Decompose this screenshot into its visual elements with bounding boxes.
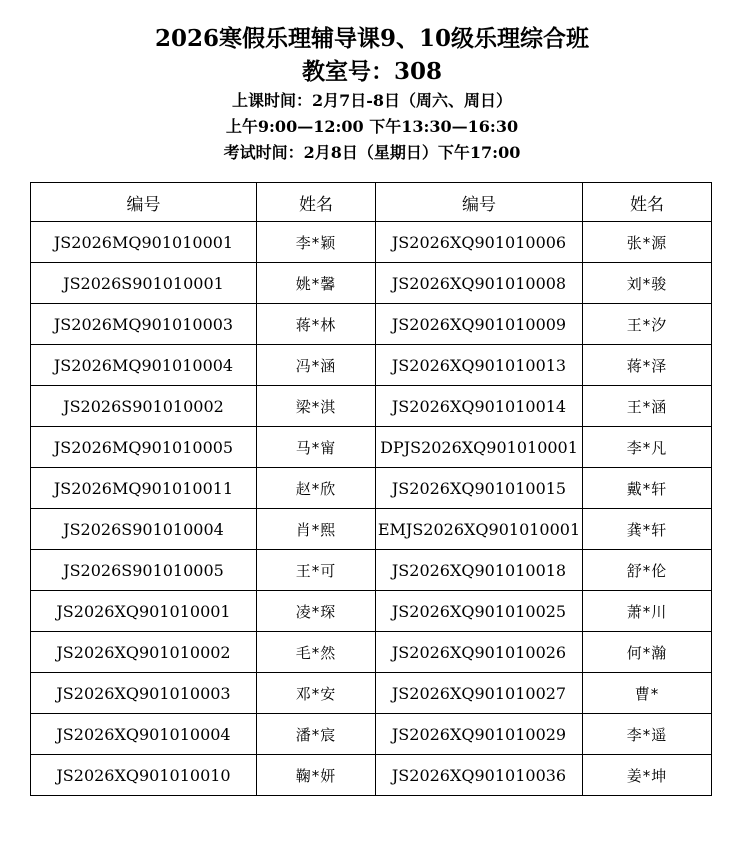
student-id-cell: JS2026XQ901010004	[31, 714, 257, 755]
table-row	[31, 591, 712, 632]
column-header-id-left: 编号	[31, 183, 257, 222]
student-id-cell: JS2026MQ901010005	[31, 427, 257, 468]
document-title: 2026寒假乐理辅导课9、10级乐理综合班	[154, 25, 590, 52]
student-id-cell: JS2026XQ901010015	[376, 468, 583, 509]
table-header-row	[31, 183, 712, 222]
student-id-cell: JS2026XQ901010014	[376, 386, 583, 427]
student-name-cell: 邓*安	[257, 673, 376, 714]
table-row	[31, 427, 712, 468]
student-id-cell: JS2026XQ901010013	[376, 345, 583, 386]
student-id-cell: JS2026S901010001	[31, 263, 257, 304]
table-row	[31, 509, 712, 550]
table-row	[31, 632, 712, 673]
table-row	[31, 714, 712, 755]
student-name-cell: 冯*涵	[257, 345, 376, 386]
student-name-cell: 蒋*林	[257, 304, 376, 345]
student-name-cell: 毛*然	[257, 632, 376, 673]
table-row	[31, 386, 712, 427]
student-name-cell: 刘*骏	[583, 263, 712, 304]
table-row	[31, 673, 712, 714]
student-name-cell: 王*可	[257, 550, 376, 591]
table-row	[31, 755, 712, 796]
document-header	[0, 22, 744, 166]
room-number: 教室号：308	[301, 58, 442, 85]
student-name-cell: 张*源	[583, 222, 712, 263]
student-id-cell: JS2026S901010002	[31, 386, 257, 427]
class-hours: 上午9:00—12:00 下午13:30—16:30	[225, 117, 519, 136]
student-name-cell: 曹*	[583, 673, 712, 714]
student-id-cell: JS2026XQ901010026	[376, 632, 583, 673]
student-id-cell: JS2026XQ901010002	[31, 632, 257, 673]
student-name-cell: 李*颖	[257, 222, 376, 263]
student-id-cell: JS2026XQ901010008	[376, 263, 583, 304]
student-id-cell: JS2026S901010005	[31, 550, 257, 591]
student-name-cell: 凌*琛	[257, 591, 376, 632]
table-row	[31, 263, 712, 304]
student-id-cell: JS2026MQ901010004	[31, 345, 257, 386]
column-header-name-right: 姓名	[583, 183, 712, 222]
student-id-cell: JS2026XQ901010009	[376, 304, 583, 345]
student-id-cell: JS2026XQ901010029	[376, 714, 583, 755]
table-row	[31, 222, 712, 263]
student-name-cell: 肖*熙	[257, 509, 376, 550]
table-row	[31, 304, 712, 345]
student-name-cell: 何*瀚	[583, 632, 712, 673]
table-row	[31, 550, 712, 591]
class-dates: 上课时间：2月7日-8日（周六、周日）	[231, 91, 513, 110]
student-name-cell: 鞠*妍	[257, 755, 376, 796]
student-id-cell: JS2026XQ901010001	[31, 591, 257, 632]
student-name-cell: 姜*坤	[583, 755, 712, 796]
student-id-cell: JS2026XQ901010025	[376, 591, 583, 632]
table-row	[31, 468, 712, 509]
student-id-cell: JS2026MQ901010011	[31, 468, 257, 509]
student-name-cell: 姚*馨	[257, 263, 376, 304]
student-id-cell: JS2026S901010004	[31, 509, 257, 550]
student-name-cell: 王*汐	[583, 304, 712, 345]
student-name-cell: 李*遥	[583, 714, 712, 755]
student-name-cell: 潘*宸	[257, 714, 376, 755]
student-name-cell: 李*凡	[583, 427, 712, 468]
column-header-name-left: 姓名	[257, 183, 376, 222]
student-id-cell: JS2026MQ901010003	[31, 304, 257, 345]
student-roster-table	[30, 182, 712, 796]
student-id-cell: JS2026XQ901010036	[376, 755, 583, 796]
student-name-cell: 龚*轩	[583, 509, 712, 550]
student-name-cell: 萧*川	[583, 591, 712, 632]
student-name-cell: 戴*轩	[583, 468, 712, 509]
table-body	[31, 222, 712, 796]
student-name-cell: 梁*淇	[257, 386, 376, 427]
student-id-cell: DPJS2026XQ901010001	[376, 427, 583, 468]
student-id-cell: JS2026XQ901010003	[31, 673, 257, 714]
student-id-cell: JS2026XQ901010006	[376, 222, 583, 263]
student-name-cell: 蒋*泽	[583, 345, 712, 386]
student-name-cell: 舒*伦	[583, 550, 712, 591]
table-row	[31, 345, 712, 386]
column-header-id-right: 编号	[376, 183, 583, 222]
student-name-cell: 王*涵	[583, 386, 712, 427]
student-id-cell: JS2026XQ901010027	[376, 673, 583, 714]
exam-time: 考试时间：2月8日（星期日）下午17:00	[223, 143, 521, 162]
student-name-cell: 赵*欣	[257, 468, 376, 509]
student-id-cell: EMJS2026XQ901010001	[376, 509, 583, 550]
student-id-cell: JS2026XQ901010010	[31, 755, 257, 796]
student-name-cell: 马*甯	[257, 427, 376, 468]
student-id-cell: JS2026MQ901010001	[31, 222, 257, 263]
student-id-cell: JS2026XQ901010018	[376, 550, 583, 591]
